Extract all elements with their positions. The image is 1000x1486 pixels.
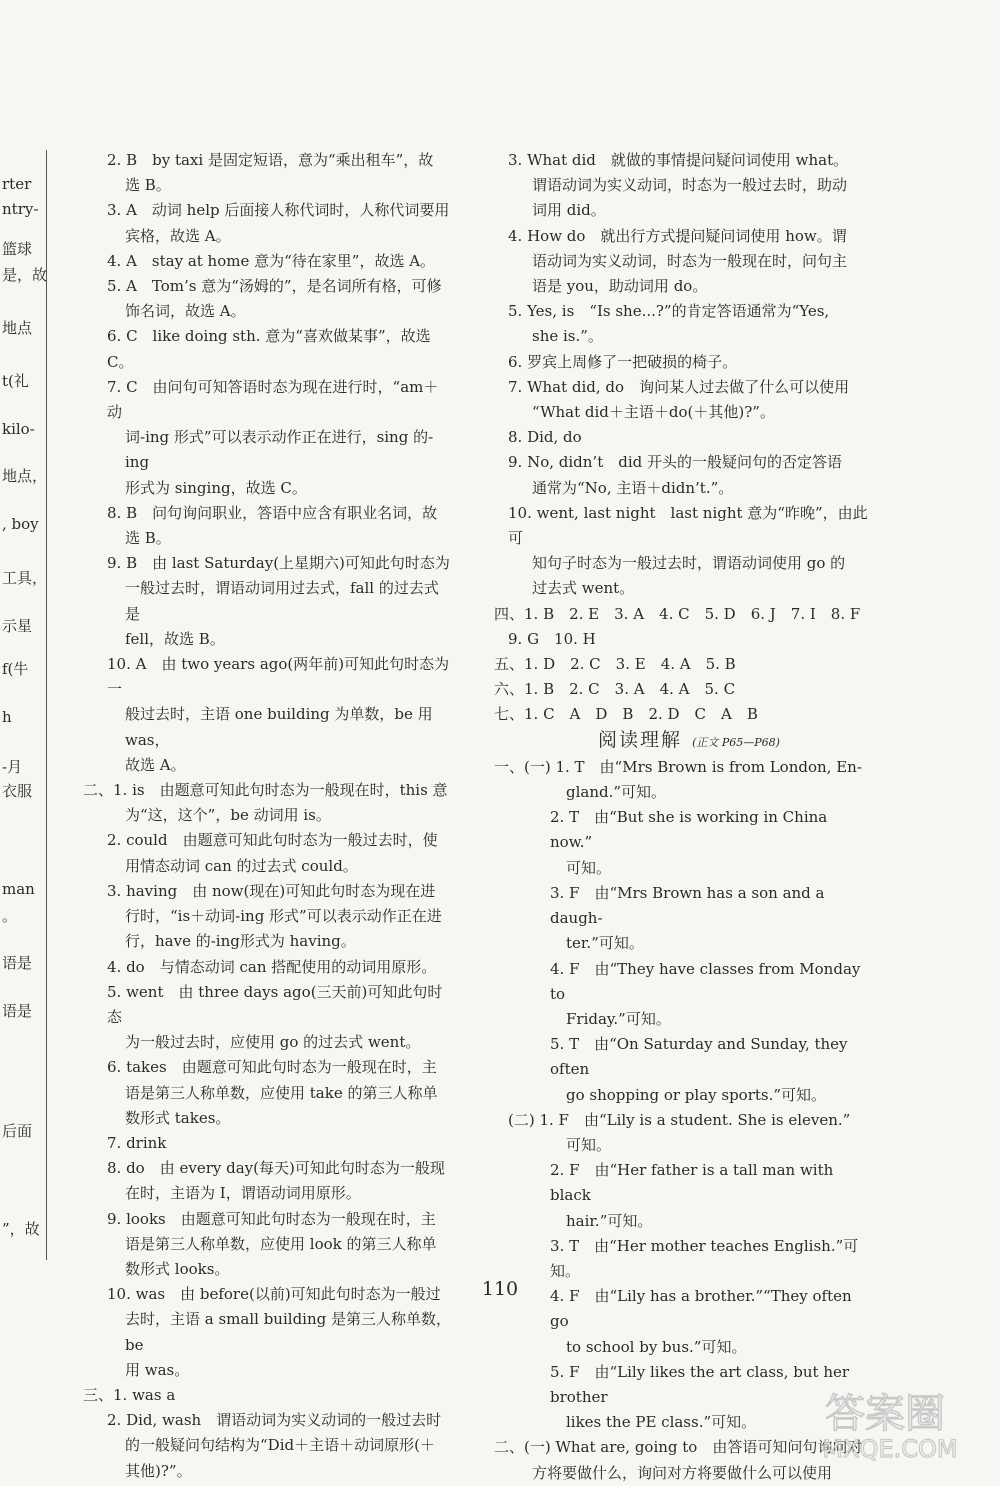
- answer-line: 三、1. was a: [83, 1385, 176, 1404]
- answer-line: fell，故选 B。: [125, 629, 225, 648]
- answer-line: 数形式 looks。: [125, 1259, 230, 1278]
- answer-line: Friday.”可知。: [566, 1009, 671, 1028]
- answer-line: 7. C 由问句可知答语时态为现在进行时，“am＋动: [107, 377, 439, 422]
- answer-line: 5. T 由“On Saturday and Sunday, they often: [550, 1035, 848, 1079]
- answer-line: 用 was。: [125, 1360, 190, 1379]
- answer-line: 一般过去时，谓语动词用过去式，fall 的过去式是: [125, 579, 439, 623]
- answer-line: 其他)?”。: [125, 1461, 192, 1480]
- answer-line: 通常为“No, 主语＋didn’t.”。: [532, 478, 734, 497]
- answer-line: 行时，“is＋动词-ing 形式”可以表示动作正在进: [125, 907, 442, 926]
- edge-text-fragment: h: [2, 708, 12, 726]
- answer-line: 宾格，故选 A。: [125, 226, 231, 245]
- answer-line: 10. went, last night last night 意为“昨晚”，由此可: [508, 503, 868, 548]
- answer-line: 3. What did 就做的事情提问疑问词使用 what。: [508, 151, 849, 169]
- answer-line: 语是第三人称单数，应使用 look 的第三人称单: [125, 1234, 437, 1253]
- answer-line: 词用 did。: [532, 201, 606, 220]
- answer-line: 6. takes 由题意可知此句时态为一般现在时，主: [107, 1058, 437, 1077]
- answer-line: 饰名词，故选 A。: [125, 302, 246, 321]
- answer-line: 词-ing 形式”可以表示动作正在进行，sing 的-ing: [125, 428, 434, 472]
- answer-line: 过去式 went。: [532, 579, 635, 598]
- watermark-title: 答案圈: [825, 1391, 945, 1437]
- answer-line: go shopping or play sports.”可知。: [566, 1085, 827, 1104]
- answer-line: 8. do 由 every day(每天)可知此句时态为一般现: [107, 1159, 445, 1178]
- answer-line: 谓语动词为实义动词，时态为一般过去时，助动: [532, 176, 848, 195]
- edge-text-fragment: 语是: [2, 954, 33, 972]
- answer-line: 10. was 由 before(以前)可知此句时态为一般过: [107, 1285, 441, 1304]
- answer-line: 3. having 由 now(现在)可知此句时态为现在进: [107, 881, 436, 900]
- answer-line: 2. B by taxi 是固定短语，意为“乘出租车”，故: [107, 151, 434, 169]
- edge-text-fragment: 篮球: [2, 240, 33, 258]
- answer-line: 4. do 与情态动词 can 搭配使用的动词用原形。: [107, 957, 437, 976]
- edge-text-fragment: 地点，: [2, 467, 48, 485]
- watermark-url: MXQE.COM: [822, 1435, 958, 1463]
- answer-line: 9. G 10. H: [508, 629, 596, 648]
- section-heading: [508, 728, 870, 755]
- answer-line: 去时，主语 a small building 是第三人称单数，be: [125, 1310, 451, 1354]
- answer-line: 般过去时，主语 one building 为单数，be 用 was，: [125, 705, 433, 749]
- edge-text-fragment: 地点: [2, 319, 33, 337]
- answer-line: to school by bus.”可知。: [566, 1337, 747, 1356]
- answer-line: ter.”可知。: [566, 934, 644, 953]
- answer-line: 选 B。: [125, 529, 171, 548]
- answer-line: 语是 you，助动词用 do。: [532, 277, 708, 296]
- answer-line: 二、(一) What are, going to 由答语可知问句询问对: [494, 1438, 863, 1457]
- answer-line: 六、1. B 2. C 3. A 4. A 5. C: [494, 680, 736, 699]
- answer-line: 5. went 由 three days ago(三天前)可知此句时态: [107, 982, 443, 1026]
- answer-line: 8. Did, do: [508, 428, 582, 447]
- answer-line: 2. Did, wash 谓语动词为实义动词的一般过去时: [107, 1411, 442, 1430]
- answer-line: 8. B 问句询问职业，答语中应含有职业名词，故: [107, 503, 438, 522]
- answer-line: 形式为 singing，故选 C。: [125, 478, 307, 497]
- answer-line: gland.”可知。: [566, 783, 667, 802]
- answer-line: 5. Yes, is “Is she...?”的肯定答语通常为“Yes,: [508, 302, 830, 321]
- page-number: 110: [481, 1278, 519, 1300]
- answer-line: 四、1. B 2. E 3. A 4. C 5. D 6. J 7. I 8. F: [494, 604, 861, 623]
- edge-text-fragment: rter: [2, 175, 32, 193]
- answer-line: 4. F 由“They have classes from Monday to: [550, 959, 861, 1003]
- answer-line: 6. C like doing sth. 意为“喜欢做某事”，故选 C。: [107, 327, 431, 371]
- answer-line: 7. drink: [107, 1133, 167, 1152]
- answer-line: 可知。: [566, 1135, 612, 1154]
- answer-line: 的一般疑问句结构为“Did＋主语＋动词原形(＋: [125, 1436, 435, 1455]
- left-page-edge: [0, 0, 60, 1471]
- answer-line: 5. A Tom’s 意为“汤姆的”，是名词所有格，可修: [107, 277, 442, 296]
- edge-text-fragment: 。: [2, 907, 18, 925]
- watermark-logo: [790, 1385, 970, 1465]
- answer-line: 2. F 由“Her father is a tall man with black: [550, 1161, 834, 1205]
- edge-text-fragment: kilo-: [2, 420, 35, 438]
- edge-text-fragment: 示星: [2, 617, 33, 635]
- answer-line: 在时，主语为 I，谓语动词用原形。: [125, 1184, 361, 1203]
- answer-line: 知句子时态为一般过去时，谓语动词使用 go 的: [532, 554, 846, 573]
- answer-line: 6. 罗宾上周修了一把破损的椅子。: [508, 352, 738, 371]
- answer-line: 为一般过去时，应使用 go 的过去式 went。: [125, 1033, 421, 1052]
- edge-text-fragment: 后面: [2, 1122, 33, 1140]
- answer-line: 9. No, didn’t did 开头的一般疑问句的否定答语: [508, 453, 843, 472]
- answer-line: she is.”。: [532, 327, 603, 346]
- section-page-ref: (正文 P65—P68): [692, 735, 780, 749]
- answer-line: 数形式 takes。: [125, 1108, 231, 1127]
- answer-line: 一、(一) 1. T 由“Mrs Brown is from London, En-: [494, 757, 862, 776]
- edge-text-fragment: t(礼: [2, 372, 29, 390]
- page-fold-line: [46, 150, 47, 1260]
- answer-line: 选 B。: [125, 176, 171, 195]
- answer-line: 3. F 由“Mrs Brown has a son and a daugh-: [550, 883, 825, 928]
- answer-line: 2. could 由题意可知此句时态为一般过去时，使: [107, 831, 438, 850]
- answer-line: 3. A 动词 help 后面接人称代词时，人称代词要用: [107, 201, 450, 220]
- answer-line: likes the PE class.”可知。: [566, 1413, 757, 1432]
- edge-text-fragment: , boy: [2, 515, 39, 533]
- answer-line: 故选 A。: [125, 755, 186, 774]
- answer-line: 五、1. D 2. C 3. E 4. A 5. B: [494, 655, 736, 674]
- edge-text-fragment: f(牛: [2, 660, 29, 678]
- answer-line: 七、1. C A D B 2. D C A B: [494, 705, 758, 724]
- answer-line: 为“这，这个”，be 动词用 is。: [125, 806, 331, 825]
- edge-text-fragment: ntry-: [2, 200, 39, 218]
- answer-line: 10. A 由 two years ago(两年前)可知此句时态为一: [107, 655, 450, 699]
- edge-text-fragment: -月: [2, 758, 23, 776]
- edge-text-fragment: 衣服: [2, 782, 33, 800]
- answer-line: 可知。: [566, 858, 612, 877]
- answer-line: (二) 1. F 由“Lily is a student. She is eleven.”: [508, 1110, 851, 1129]
- answer-line: hair.”可知。: [566, 1211, 653, 1230]
- answer-line: 4. F 由“Lily has a brother.”“They often go: [550, 1287, 852, 1331]
- answer-line: 4. How do 就出行方式提问疑问词使用 how。谓: [508, 226, 847, 245]
- answer-line: 5. F 由“Lily likes the art class, but her brother: [550, 1362, 850, 1406]
- answer-line: 9. looks 由题意可知此句时态为一般现在时，主: [107, 1209, 436, 1228]
- answer-line: 用情态动词 can 的过去式 could。: [125, 856, 358, 875]
- answer-line: 语动词为实义动词，时态为一般现在时，问句主: [532, 251, 848, 270]
- answer-line: 二、1. is 由题意可知此句时态为一般现在时，this 意: [83, 781, 448, 800]
- edge-text-fragment: 是，故: [2, 266, 48, 284]
- edge-text-fragment: man: [2, 880, 35, 898]
- section-title: 阅读理解: [598, 728, 683, 751]
- answer-line: 行，have 的-ing形式为 having。: [125, 932, 356, 951]
- edge-text-fragment: 工具，: [2, 569, 48, 587]
- answer-line: 语是第三人称单数，应使用 take 的第三人称单: [125, 1083, 438, 1102]
- answer-line: 3. T 由“Her mother teaches English.”可知。: [550, 1236, 859, 1280]
- answer-line: 4. A stay at home 意为“待在家里”，故选 A。: [107, 251, 436, 270]
- answer-line: 方将要做什么，询问对方将要做什么可以使用: [532, 1463, 833, 1482]
- answer-line: 9. B 由 last Saturday(上星期六)可知此句时态为: [107, 554, 450, 573]
- edge-text-fragment: ”，故: [2, 1220, 40, 1238]
- answer-line: 7. What did, do 询问某人过去做了什么可以使用: [508, 377, 850, 396]
- answer-line: “What did＋主语＋do(＋其他)?”。: [532, 403, 775, 422]
- edge-text-fragment: 语是: [2, 1002, 33, 1020]
- answer-line: 2. T 由“But she is working in China now.”: [550, 808, 828, 852]
